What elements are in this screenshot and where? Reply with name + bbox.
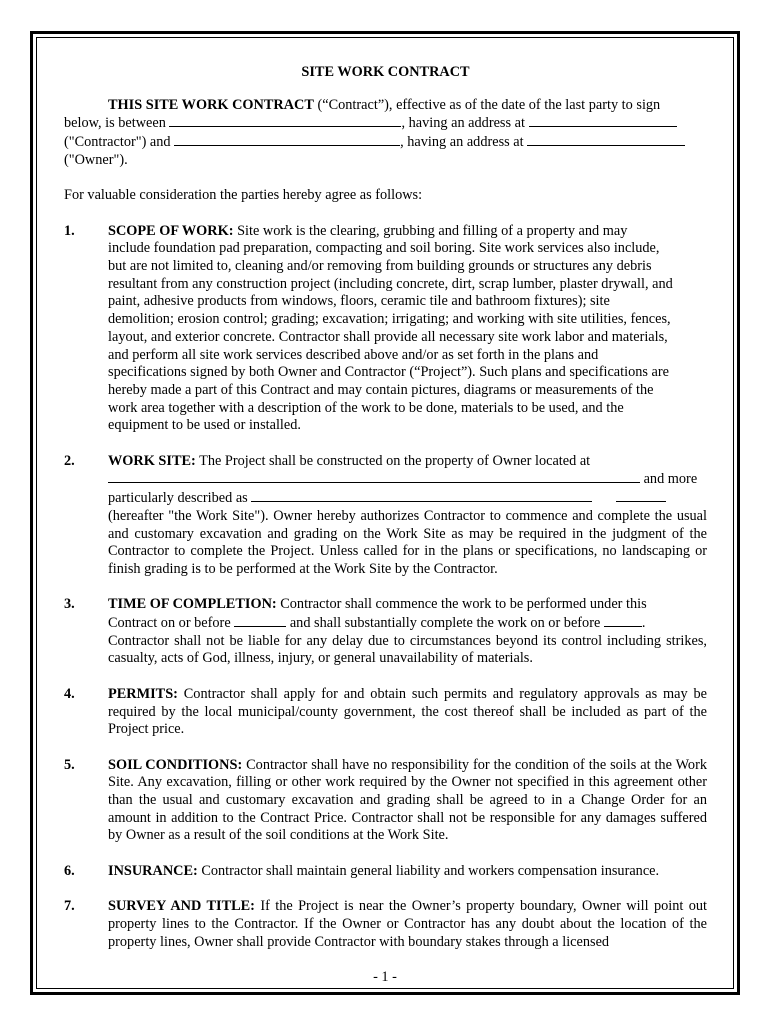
section-heading: INSURANCE: xyxy=(108,862,198,879)
section-heading: TIME OF COMPLETION: xyxy=(108,596,277,613)
section-number: 5. xyxy=(64,756,75,773)
work-site-description-line: particularly described as xyxy=(108,489,707,508)
contractor-name-blank[interactable] xyxy=(169,114,401,127)
section-number: 1. xyxy=(64,222,75,239)
section-heading: PERMITS: xyxy=(108,685,178,702)
section-time-of-completion: 3. TIME OF COMPLETION: Contractor shall commence the work to be performed under this Contract on or before and shall substantially complete the work on or before . Contractor shall not be liable for any delay due to circumstances beyond its control including strikes, casualty, acts of God, illness, injury, or general unavailability of materials. xyxy=(64,596,707,667)
section-heading: SOIL CONDITIONS: xyxy=(108,756,243,773)
section-number: 6. xyxy=(64,862,75,879)
consideration-text: For valuable consideration the parties hereby agree as follows: xyxy=(64,187,423,204)
completion-date-blank[interactable] xyxy=(604,614,642,627)
owner-name-blank[interactable] xyxy=(174,133,400,146)
section-heading: SCOPE OF WORK: xyxy=(108,222,234,239)
page-number: - 1 - xyxy=(373,969,397,985)
contract-document xyxy=(64,64,707,969)
section-permits: 4. PERMITS: Contractor shall apply for and obtain such permits and regulatory approvals as may be required by the local municipal/county government, the cost thereof shall be included as part of the Project price. xyxy=(64,685,707,738)
work-site-location-blank[interactable] xyxy=(108,470,640,483)
section-number: 7. xyxy=(64,898,75,915)
intro-line-1: THIS SITE WORK CONTRACT (“Contract”), effective as of the date of the last party to sign xyxy=(108,96,661,113)
intro-line-4: ("Owner"). xyxy=(64,151,128,168)
section-number: 2. xyxy=(64,452,75,469)
section-scope-of-work: 1. SCOPE OF WORK: Site work is the clearing, grubbing and filling of a property and may include foundation pad preparation, compacting and soil boring. Site work services also include, but are not limited to, cleaning and/or removing from building grounds or structures any debris resultant from any construction project (including concrete, dirt, scrap lumber, plaster drywall, and paint, adhesive products from windows, floors, ceramic tile and bathroom fixtures); site demolition; erosion control; grading; excavation; irrigating; and working with site utilities, fences, layout, and exterior concrete. Contractor shall provide all necessary site work labor and materials, and perform all site work services described above and/or as set forth in the plans and specifications signed by both Owner and Contractor (“Project”). Such plans and specifications are hereby made a part of this Contract and may contain pictures, diagrams or measurements of the work area together with a description of the work to be done, materials to be used, and the equipment to be used or installed. xyxy=(64,222,673,434)
contractor-address-blank[interactable] xyxy=(529,114,677,127)
owner-address-blank[interactable] xyxy=(527,133,685,146)
document-title: SITE WORK CONTRACT xyxy=(301,64,470,80)
work-site-description-blank[interactable] xyxy=(251,489,592,502)
intro-bold-lead: THIS SITE WORK CONTRACT xyxy=(108,96,314,113)
intro-paragraph xyxy=(64,97,707,170)
work-site-extra-blank[interactable] xyxy=(616,489,666,502)
section-insurance: 6. INSURANCE: Contractor shall maintain general liability and workers compensation insurance. xyxy=(64,862,660,879)
section-number: 3. xyxy=(64,596,75,613)
intro-line-3: ("Contractor") and , having an address at xyxy=(64,133,707,152)
commence-date-blank[interactable] xyxy=(234,614,286,627)
intro-line-2: below, is between , having an address at xyxy=(64,114,707,133)
work-site-location-line: and more xyxy=(108,470,707,489)
section-heading: SURVEY AND TITLE: xyxy=(108,898,255,915)
section-heading: WORK SITE: xyxy=(108,452,196,469)
section-work-site: 2. WORK SITE: The Project shall be constructed on the property of Owner located at and more particularly described as (hereafter "the Work Site"). Owner hereby authorizes Contractor to commence and complete the usual and customary excavation and grading on the Work Site as may be required in the judgment of the Contractor to complete the Project. Unless called for in the plans or specifications, no landscaping or finish grading is to be performed at the Work Site by the Contractor. xyxy=(64,452,707,577)
section-soil-conditions: 5. SOIL CONDITIONS: Contractor shall have no responsibility for the condition of the soils at the Work Site. Any excavation, filling or other work required by the Owner not specified in this agreement other than the usual and customary excavation and grading shall be agreed to in a Change Order for an amount in addition to the Contract Price. Contractor shall not be responsible for any damages suffered by Owner as a result of the soil conditions at the Work Site. xyxy=(64,756,707,844)
section-survey-and-title: 7. SURVEY AND TITLE: If the Project is near the Owner’s property boundary, Owner will point out property lines to the Contractor. If the Owner or Contractor has any doubt about the location of the property lines, Owner shall provide Contractor with boundary stakes through a licensed xyxy=(64,898,707,950)
section-number: 4. xyxy=(64,685,75,702)
